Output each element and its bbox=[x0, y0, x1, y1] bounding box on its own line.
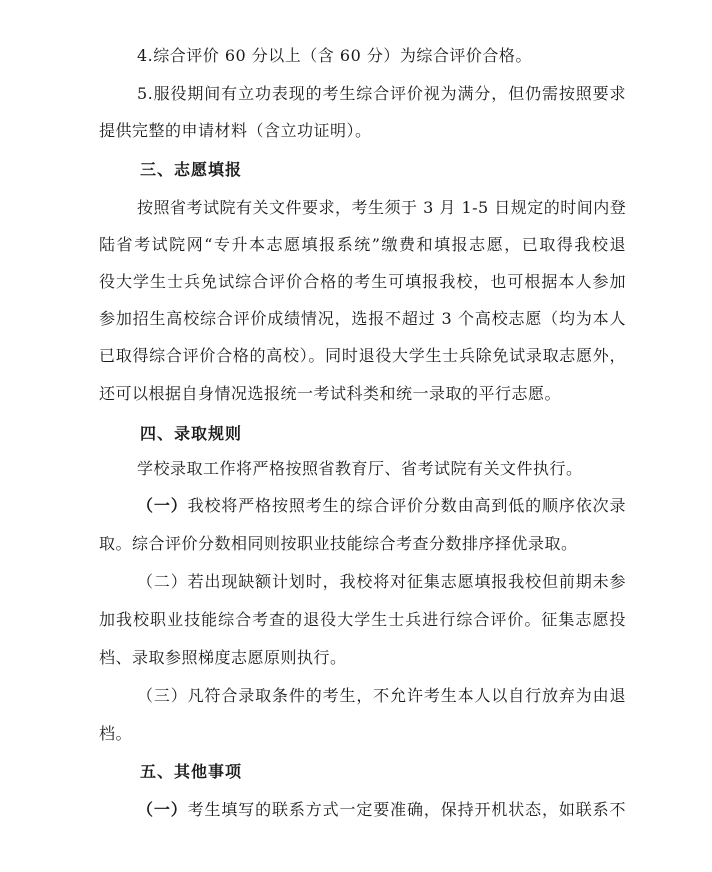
other-item-1-text: 考生填写的联系方式一定要准确，保持开机状态，如联系不 bbox=[187, 800, 626, 819]
section-4-intro: 学校录取工作将严格按照省教育厅、省考试院有关文件执行。 bbox=[137, 459, 583, 478]
item-5-line-1: 5.服役期间有立功表现的考生综合评价视为满分，但仍需按照要求 bbox=[137, 84, 626, 103]
section-3-paragraph-line-1: 按照省考试院有关文件要求，考生须于 3 月 1-5 日规定的时间内登 bbox=[137, 198, 627, 217]
other-item-1-mark: （一） bbox=[137, 800, 188, 819]
rule-3-line-2: 档。 bbox=[99, 724, 133, 743]
rule-1-mark: （一） bbox=[137, 496, 188, 515]
item-4: 4.综合评价 60 分以上（含 60 分）为综合评价合格。 bbox=[137, 46, 532, 65]
section-5-heading: 五、其他事项 bbox=[140, 762, 243, 781]
section-3-paragraph-line-2: 陆省考试院网“专升本志愿填报系统”缴费和填报志愿，已取得我校退 bbox=[99, 235, 626, 254]
section-3-paragraph-line-4: 参加招生高校综合评价成绩情况，选报不超过 3 个高校志愿（均为本人 bbox=[99, 309, 626, 328]
section-3-paragraph-line-6: 还可以根据自身情况选报统一考试科类和统一录取的平行志愿。 bbox=[99, 384, 562, 403]
rule-3-line-1: （三）凡符合录取条件的考生，不允许考生本人以自行放弃为由退 bbox=[137, 686, 626, 705]
section-3-paragraph-line-5: 已取得综合评价合格的高校）。同时退役大学生士兵除免试录取志愿外， bbox=[99, 346, 626, 365]
rule-1-line-2: 取。综合评价分数相同则按职业技能综合考查分数排序择优录取。 bbox=[99, 534, 578, 553]
other-item-1-line-1 bbox=[0, 796, 712, 824]
rule-1-line-1 bbox=[0, 492, 712, 520]
item-5-line-2: 提供完整的申请材料（含立功证明）。 bbox=[99, 121, 372, 140]
rule-2-line-3: 档、录取参照梯度志愿原则执行。 bbox=[99, 648, 347, 667]
rule-2-line-2: 加我校职业技能综合考查的退役大学生士兵进行综合评价。征集志愿投 bbox=[99, 610, 626, 629]
rule-2-line-1: （二）若出现缺额计划时，我校将对征集志愿填报我校但前期未参 bbox=[137, 572, 626, 591]
section-3-paragraph-line-3: 役大学生士兵免试综合评价合格的考生可填报我校，也可根据本人参加 bbox=[99, 272, 626, 291]
section-4-heading: 四、录取规则 bbox=[140, 424, 243, 443]
rule-1-text: 我校将严格按照考生的综合评价分数由高到低的顺序依次录 bbox=[187, 496, 626, 515]
section-3-heading: 三、志愿填报 bbox=[140, 160, 243, 179]
